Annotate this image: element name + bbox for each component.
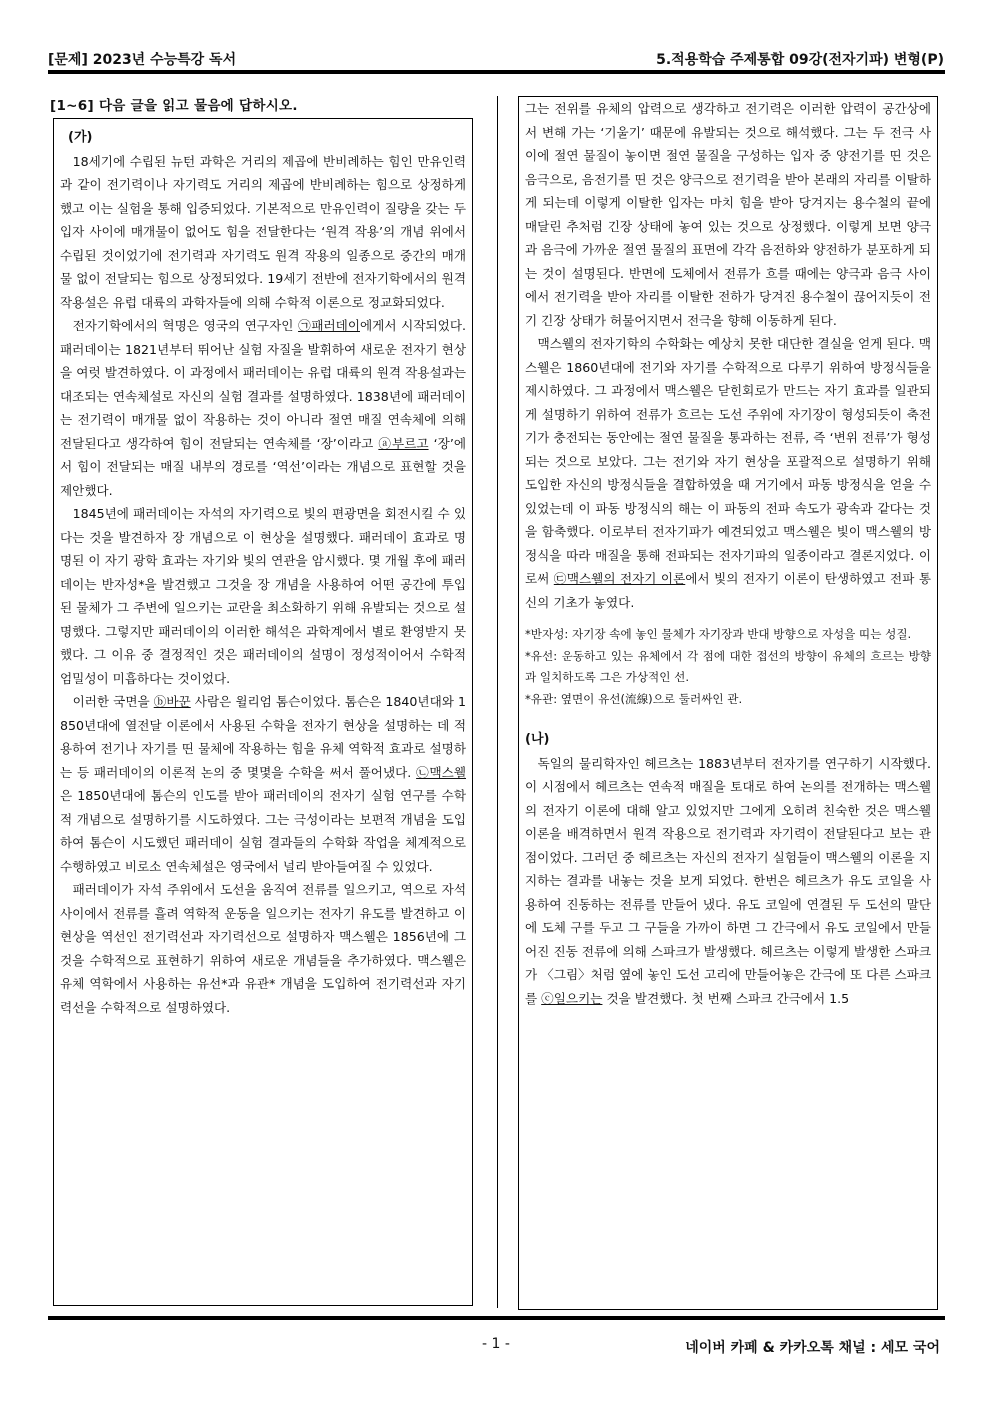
passage-b-label: (나): [525, 732, 550, 747]
header-rule: [48, 70, 945, 74]
passage-a-paragraph-2: 전자기학에서의 혁명은 영국의 연구자인 ㉠패러데이에게서 시작되었다. 패러데이는 1821년부터 뛰어난 실험 자질을 발휘하여 새로운 전자기 현상을 여럿 발견하였다. 이 과정에서 패러데이는 유럽 대륙의 원격 작용설과는 대조되는 연속체설로 자신의 실험 결과를 설명하였다. 1838년에 패러데이는 전기력이 매개물 없이 작용하는 것이 아니라 절연 매질 연속체에 의해 전달된다고 생각하여 힘이 전달되는 연속체를 ‘장’이라고 ⓐ부르고 ‘장’에서 힘이 전달되는 매질 내부의 경로를 ‘역선’이라는 개념으로 표현할 것을 제안했다.: [60, 318, 466, 498]
passage-a-paragraph-7: 맥스웰의 전자기학의 수학화는 예상치 못한 대단한 결실을 얻게 된다. 맥스웰은 1860년대에 전기와 자기를 수학적으로 다루기 위하여 방정식들을 제시하였다. 그 과정에서 맥스웰은 닫힌회로가 만드는 자기 효과를 일관되게 설명하기 위하여 전류가 흐르는 도선 주위에 자기장이 형성되듯이 축전기가 충전되는 동안에는 절연 물질을 통과하는 전류, 즉 ‘변위 전류’가 형성되는 것으로 보았다. 그는 전기와 자기 현상을 포괄적으로 설명하기 위해 도입한 자신의 방정식들을 결합하였을 때 거기에서 파동 방정식을 얻을 수 있었는데 이 파동 방정식의 해는 이 파동의 전파 속도가 광속과 같다는 것을 함축했다. 이로부터 전자기파가 예견되었고 맥스웰은 빛이 맥스웰의 방정식을 따라 매질을 통해 전파되는 전자기파의 일종이라고 결론지었다. 이로써 ㉢맥스웰의 전자기 이론에서 빛의 전자기 이론이 탄생하였고 전파 통신의 기초가 놓였다.: [525, 336, 932, 610]
footer-channel-info: 네이버 카페 & 카카오톡 채널 : 세모 국어: [685, 1340, 940, 1356]
footnote-diamagnetism: *반자성: 자기장 속에 놓인 물체가 자기장과 반대 방향으로 자성을 띠는 성질.: [525, 627, 912, 641]
underlined-term-maxwell: ㉡맥스웰: [416, 764, 466, 780]
footnote-streamtube: *유관: 옆면이 유선(流線)으로 둘러싸인 관.: [525, 691, 743, 706]
footer-rule: [48, 1316, 945, 1320]
footnote-streamline: *유선: 운동하고 있는 유체에서 각 점에 대한 접선의 방향이 유체의 흐르는 방향과 일치하도록 그은 가상적인 선.: [525, 648, 931, 684]
underlined-word-a: ⓐ부르고: [378, 435, 429, 451]
header-left-title: [문제] 2023년 수능특강 독서: [48, 52, 237, 68]
right-column: [525, 97, 931, 1010]
underlined-term-maxwell-theory: ㉢맥스웰의 전자기 이론: [553, 571, 686, 586]
passage-a-paragraph-6: 그는 전위를 유체의 압력으로 생각하고 전기력은 이러한 압력이 공간상에서 변해 가는 ‘기울기’ 때문에 유발되는 것으로 해석했다. 그는 두 전극 사이에 절연 물질이 놓이면 절연 물질을 구성하는 입자 중 양전기를 띤 것은 음극으로, 음전기를 띤 것은 양극으로 전기력을 받아 본래의 자리를 이탈하게 되는데 이렇게 이탈한 입자는 마치 힘을 받아 당겨지는 용수철의 끝에 매달린 추처럼 긴장 상태에 놓여 있는 것으로 상정했다. 이렇게 보면 양극과 음극에 가까운 절연 물질의 표면에 각각 음전하와 양전하가 분포하게 되는 것이 설명된다. 반면에 도체에서 전류가 흐를 때에는 양극과 음극 사이에서 전기력을 받아 자리를 이탈한 전하가 당겨진 용수철이 끊어지듯이 전기 긴장 상태가 허물어지면서 전극을 향해 이동하게 된다.: [525, 101, 931, 328]
underlined-word-b: ⓑ바꾼: [153, 694, 191, 709]
question-instruction: [1~6] 다음 글을 읽고 물음에 답하시오.: [50, 98, 298, 114]
passage-a-paragraph-5: 패러데이가 자석 주위에서 도선을 움직여 전류를 일으키고, 역으로 자석 사이에서 전류를 흘려 역학적 운동을 일으키는 전자기 유도를 발견하고 이 현상을 역선인 전기력선과 자기력선으로 설명하자 맥스웰은 1856년에 그것을 수학적으로 표현하기 위하여 새로운 개념들을 추가하였다. 맥스웰은 유체 역학에서 사용하는 유선*과 유관* 개념을 도입하여 전기력선과 자기력선을 수학적으로 설명하였다.: [60, 882, 466, 1015]
passage-b-paragraph-1: 독일의 물리학자인 헤르츠는 1883년부터 전자기를 연구하기 시작했다. 이 시점에서 헤르츠는 연속적 매질을 토대로 하여 논의를 전개하는 맥스웰의 전자기 이론에 대해 알고 있었지만 그에게 오히려 친숙한 것은 맥스웰 이론을 배격하면서 원격 작용으로 전기력과 자기력이 전달된다고 보는 관점이었다. 그러던 중 헤르츠는 자신의 전자기 실험들이 맥스웰의 이론을 지지하는 결과를 내놓는 것을 보게 되었다. 한번은 헤르츠가 유도 코일을 사용하여 진동하는 전류를 만들어 냈다. 유도 코일에 연결된 두 도선의 말단에 도체 구를 두고 그 구들을 가까이 하면 그 간극에서 유도 코일에서 만들어진 진동 전류에 의해 스파크가 발생했다. 헤르츠는 이렇게 발생한 스파크가 〈그림〉처럼 옆에 놓인 도선 고리에 만들어놓은 간극에 또 다른 스파크를 ⓒ일으키는 것을 발견했다. 첫 번째 스파크 간극에서 1.5: [525, 755, 931, 1006]
column-divider: [497, 96, 498, 1308]
left-column: [60, 126, 466, 1019]
passage-a-paragraph-4: 이러한 국면을 ⓑ바꾼 사람은 윌리엄 톰슨이었다. 톰슨은 1840년대와 1850년대에 열전달 이론에서 사용된 수학을 전자기 현상을 설명하는 데 적용하여 전기나 자기를 띤 물체에 작용하는 힘을 유체 역학적 효과로 설명하는 등 패러데이의 이론적 논의 중 몇몇을 수학을 써서 풀어냈다. ㉡맥스웰은 1850년대에 톰슨의 인도를 받아 패러데이의 전자기 실험 연구를 수학적 개념으로 설명하기를 시도하였다. 그는 극성이라는 보편적 개념을 도입하여 톰슨이 시도했던 패러데이 실험 결과들의 수학화 작업을 체계적으로 수행하였고 비로소 연속체설은 영국에서 널리 받아들여질 수 있었다.: [60, 694, 466, 874]
passage-a-label: (가): [68, 130, 93, 145]
underlined-word-c: ⓒ일으키는: [541, 990, 603, 1006]
passage-a-paragraph-3: 1845년에 패러데이는 자석의 자기력으로 빛의 편광면을 회전시킬 수 있다는 것을 발견하자 장 개념으로 이 현상을 설명했다. 패러데이 효과로 명명된 이 자기 광학 효과는 자기와 빛의 연관을 암시했다. 몇 개월 후에 패러데이는 반자성*을 발견했고 그것을 장 개념을 사용하여 어떤 공간에 투입된 물체가 그 주변에 일으키는 교란을 최소화하기 위해 유발되는 것으로 설명했다. 그렇지만 패러데이의 이러한 해석은 과학계에서 별로 환영받지 못했다. 그 이유 중 결정적인 것은 패러데이의 설명이 정성적이어서 수학적 엄밀성이 미흡하다는 것이었다.: [60, 506, 466, 686]
underlined-term-faraday: ㉠패러데이: [298, 318, 360, 333]
passage-a-paragraph-1: 18세기에 수립된 뉴턴 과학은 거리의 제곱에 반비례하는 힘인 만유인력과 같이 전기력이나 자기력도 거리의 제곱에 반비례하는 힘으로 상정하게 했고 이는 실험을 통해 입증되었다. 기본적으로 만유인력이 질량을 갖는 두 입자 사이에 매개물이 없어도 힘을 전달한다는 ‘원격 작용’의 개념 위에서 수립된 것이었기에 전기력과 자기력도 원격 작용의 일종으로 중간의 매개물 없이 전달되는 힘으로 상정되었다. 19세기 전반에 전자기학에서의 원격 작용설은 유럽 대륙의 과학자들에 의해 수학적 이론으로 정교화되었다.: [60, 153, 466, 310]
page-number: - 1 -: [482, 1336, 510, 1352]
header-right-title: 5.적용학습 주제통합 09강(전자기파) 변형(P): [656, 52, 944, 68]
